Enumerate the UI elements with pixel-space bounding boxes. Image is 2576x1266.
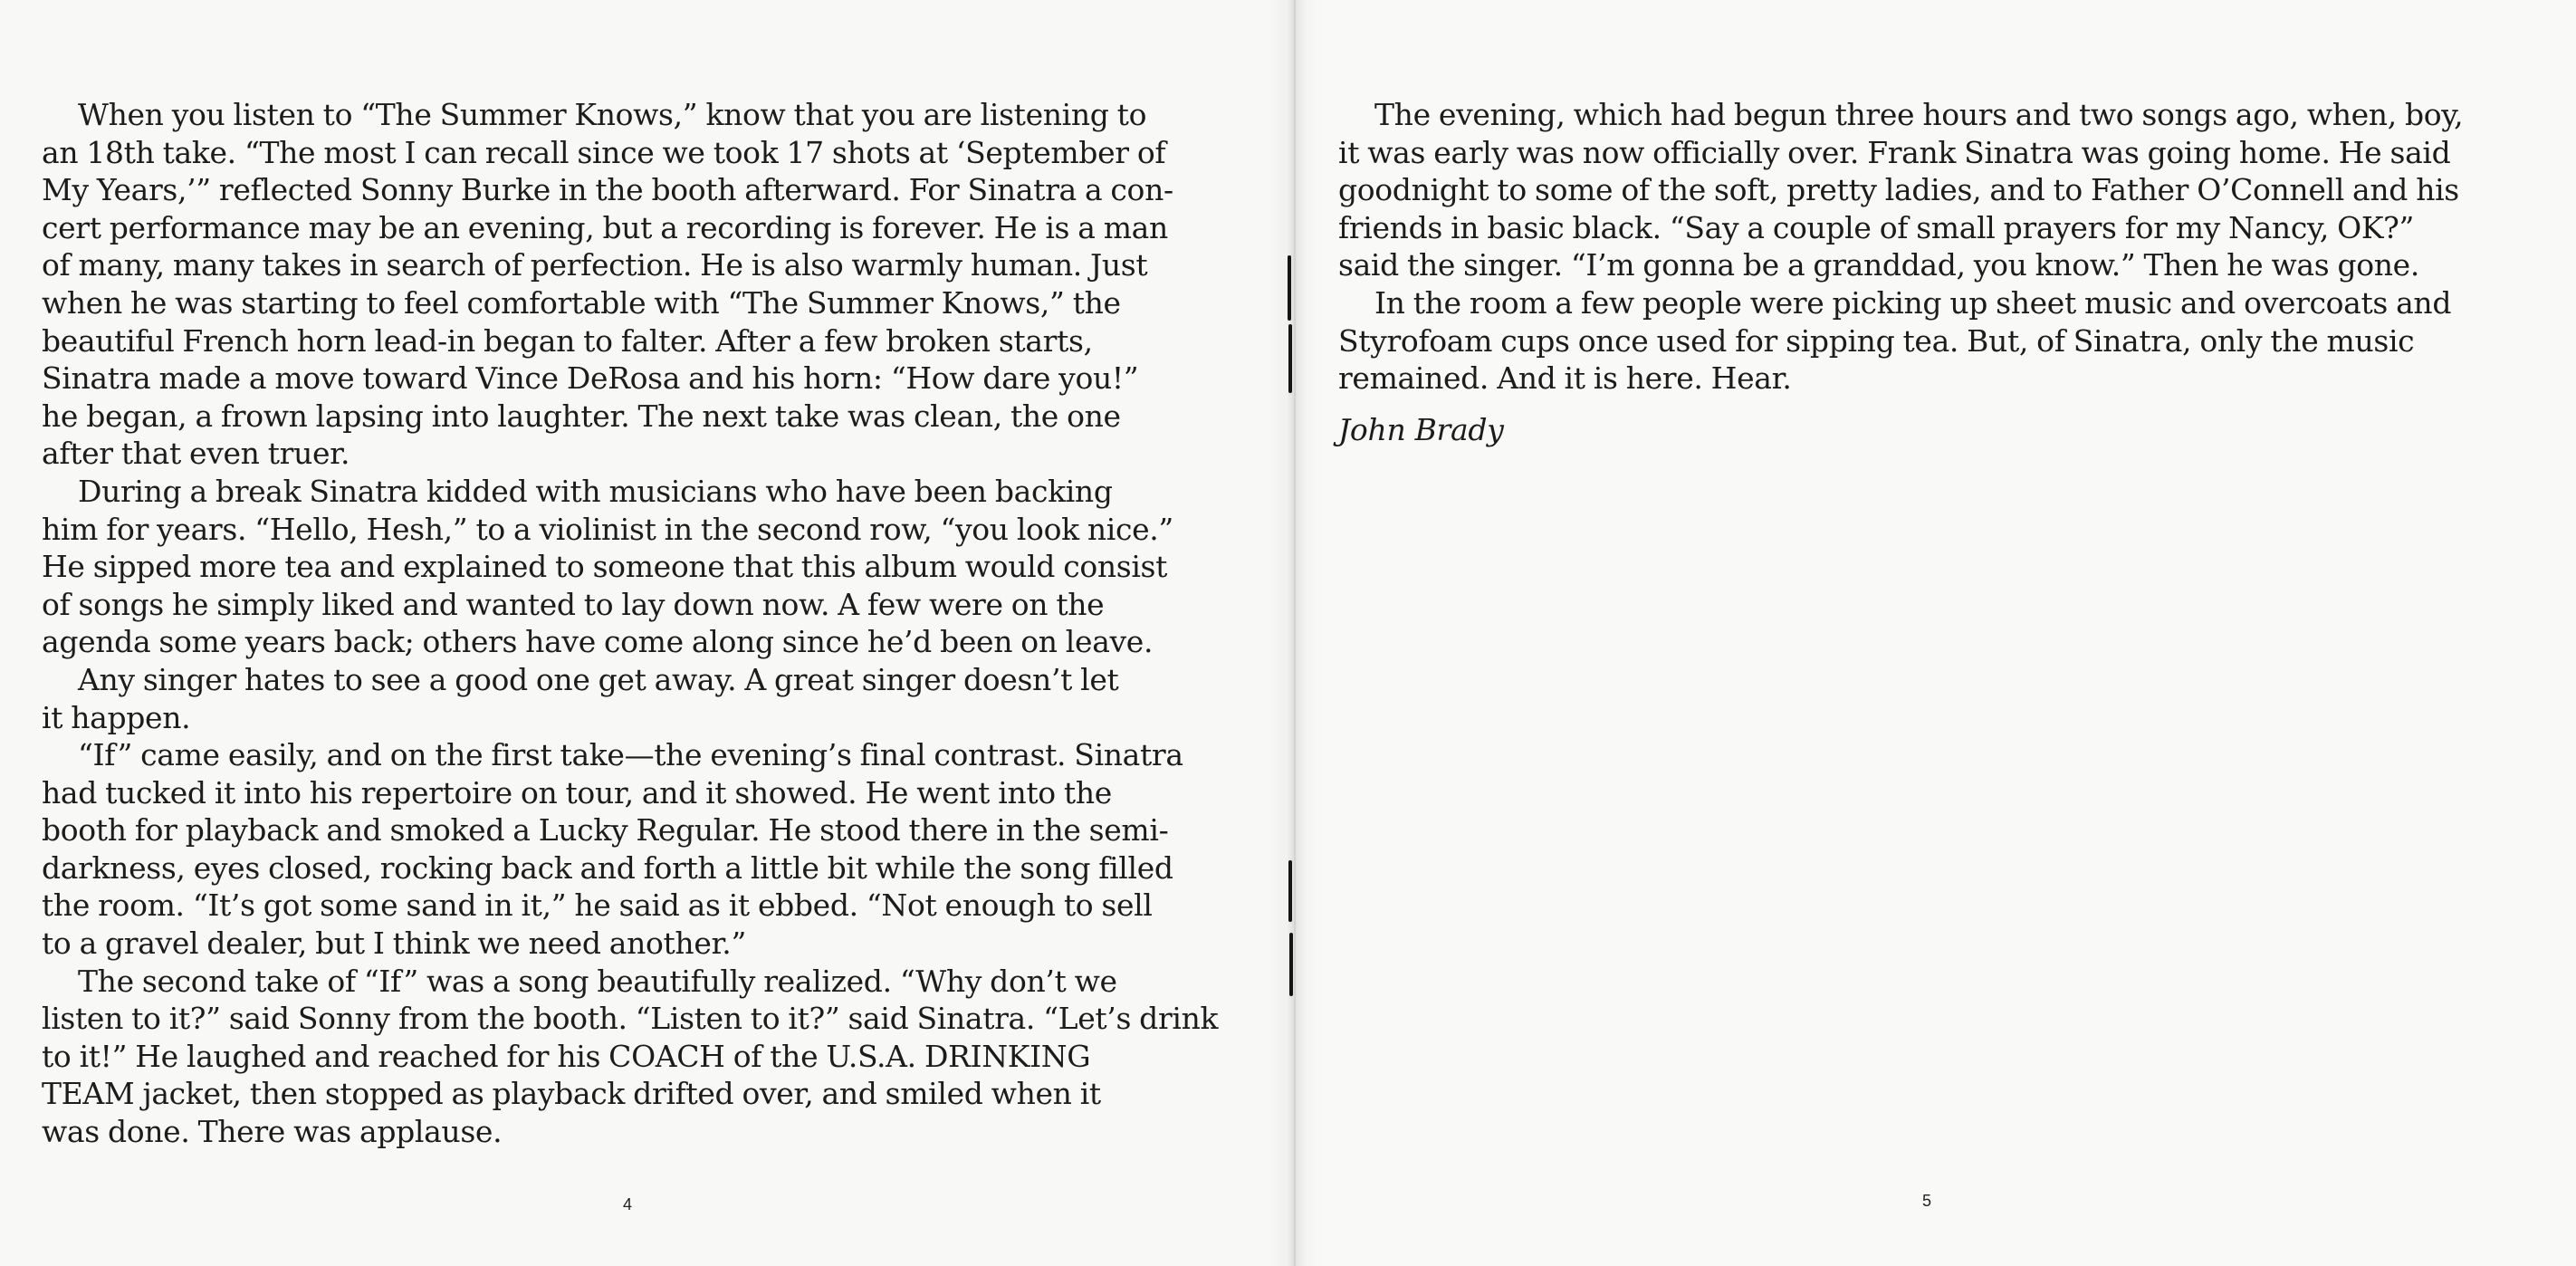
text-line: beautiful French horn lead-in began to falter. After a few broken starts, [42, 322, 1093, 359]
text-line: when he was starting to feel comfortable with “The Summer Knows,” the [42, 284, 1121, 321]
text-line: to a gravel dealer, but I think we need another.” [42, 926, 746, 962]
text-line: of songs he simply liked and wanted to lay down now. A few were on the [42, 586, 1105, 622]
text-line: TEAM jacket, then stopped as playback drifted over, and smiled when it [42, 1076, 1101, 1112]
text-line: was done. There was applause. [42, 1114, 503, 1150]
author-signature: John Brady [1338, 412, 1504, 447]
text-line: the room. “It’s got some sand in it,” he said as it ebbed. “Not enough to sell [42, 887, 1153, 924]
text-line: remained. And it is here. Hear. [1338, 360, 1792, 397]
text-line: darkness, eyes closed, rocking back and forth a little bit while the song filled [42, 849, 1173, 886]
text-line: booth for playback and smoked a Lucky Regular. He stood there in the semi- [42, 812, 1169, 849]
text-line: it happen. [42, 699, 191, 735]
staple-mark [1288, 255, 1291, 321]
text-line: he began, a frown lapsing into laughter. The next take was clean, the one [42, 398, 1121, 434]
text-line: listen to it?” said Sonny from the booth. “Listen to it?” said Sinatra. “Let’s drink [42, 1001, 1219, 1037]
text-line: friends in basic black. “Say a couple of small prayers for my Nancy, OK?” [1338, 209, 2415, 245]
page-number-left: 4 [623, 1195, 633, 1213]
staple-mark [1288, 324, 1292, 393]
right-page-body [1338, 96, 2570, 398]
text-line: it was early was now officially over. Frank Sinatra was going home. He said [1338, 134, 2451, 170]
text-line: after that even truer. [42, 436, 350, 472]
text-line: Sinatra made a move toward Vince DeRosa and his horn: “How dare you!” [42, 360, 1139, 397]
text-line: The second take of “If” was a song beautifully realized. “Why don’t we [78, 963, 1117, 999]
text-line: agenda some years back; others have come along since he’d been on leave. [42, 624, 1154, 660]
staple-mark [1289, 933, 1293, 996]
text-line: had tucked it into his repertoire on tour, and it showed. He went into the [42, 774, 1112, 810]
text-line: He sipped more tea and explained to someone that this album would consist [42, 549, 1168, 585]
text-line: cert performance may be an evening, but a recording is forever. He is a man [42, 209, 1168, 245]
right-page [1286, 0, 2576, 1266]
left-page [0, 0, 1286, 1266]
text-line: an 18th take. “The most I can recall since we took 17 shots at ‘September of [42, 134, 1166, 170]
text-line: Styrofoam cups once used for sipping tea. But, of Sinatra, only the music [1338, 322, 2415, 359]
text-line: goodnight to some of the soft, pretty ladies, and to Father O’Connell and his [1338, 172, 2459, 208]
text-line: During a break Sinatra kidded with musicians who have been backing [78, 473, 1113, 509]
text-line: of many, many takes in search of perfection. He is also warmly human. Just [42, 247, 1148, 283]
text-line: In the room a few people were picking up sheet music and overcoats and [1374, 284, 2452, 321]
text-line: “If” came easily, and on the first take—the evening’s final contrast. Sinatra [78, 737, 1183, 773]
text-line: to it!” He laughed and reached for his COACH of the U.S.A. DRINKING [42, 1038, 1091, 1074]
staple-mark [1288, 860, 1292, 922]
text-line: said the singer. “I’m gonna be a granddad, you know.” Then he was gone. [1338, 247, 2419, 283]
text-line: him for years. “Hello, Hesh,” to a violinist in the second row, “you look nice.” [42, 511, 1173, 547]
text-line: Any singer hates to see a good one get away. A great singer doesn’t let [78, 661, 1119, 697]
page-number-right: 5 [1922, 1192, 1932, 1210]
text-line: When you listen to “The Summer Knows,” know that you are listening to [78, 97, 1147, 132]
book-spine-shadow [1268, 0, 1322, 1266]
text-line: My Years,’” reflected Sonny Burke in the booth afterward. For Sinatra a con- [42, 172, 1173, 208]
left-page-body [42, 96, 1228, 1151]
text-line: The evening, which had begun three hours and two songs ago, when, boy, [1374, 97, 2464, 132]
